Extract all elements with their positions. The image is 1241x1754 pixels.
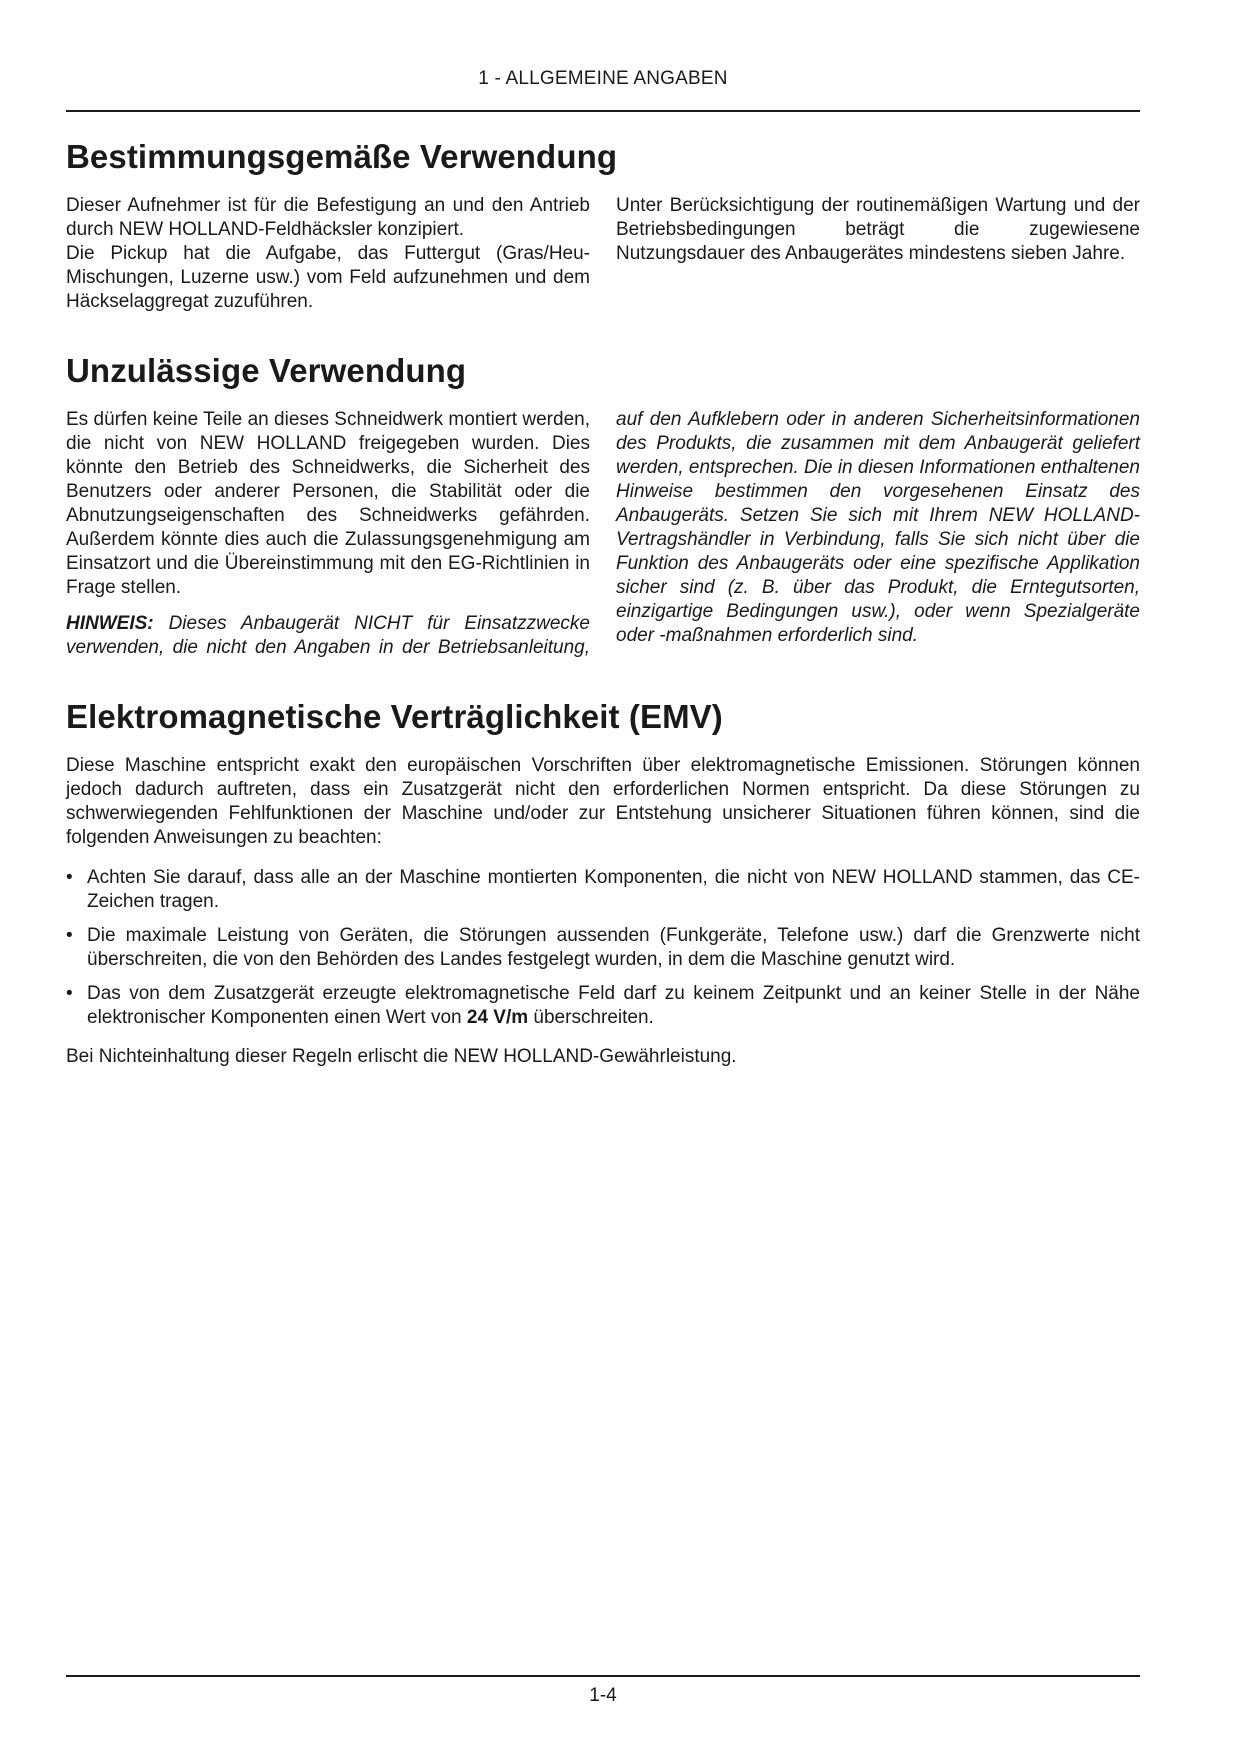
- list-item-text: Achten Sie darauf, dass alle an der Maschine montierten Komponenten, die nicht von NEW HOLLAND stammen, das CE-Zeichen tragen.: [87, 867, 1140, 912]
- list-item-text: überschreiten.: [528, 1007, 654, 1028]
- list-item-text: Die maximale Leistung von Geräten, die Störungen aussenden (Funkgeräte, Telefone usw.) darf die Grenzwerte nicht überschreiten, die von den Behörden des Landes festgelegt wurden, in dem die Maschine genutzt wird.: [87, 925, 1140, 970]
- list-item: [66, 982, 1140, 1030]
- paragraph: Unter Berücksichtigung der routinemäßigen Wartung und der Betriebsbedingungen beträgt die zugewiesene Nutzungsdauer des Anbaugerätes mindestens sieben Jahre.: [616, 195, 1140, 264]
- list-item: [66, 924, 1140, 972]
- two-column-flow: [66, 408, 1140, 660]
- paragraph: Dieser Aufnehmer ist für die Befestigung an und den Antrieb durch NEW HOLLAND-Feldhäcksler konzipiert.: [66, 195, 590, 240]
- section-heading-improper-use: Unzulässige Verwendung: [66, 352, 467, 389]
- section-heading-emc: Elektromagnetische Verträglichkeit (EMV): [66, 698, 723, 735]
- note-label: HINWEIS:: [66, 613, 154, 634]
- section-intended-use: [66, 138, 1140, 314]
- page-content: [66, 138, 1140, 1099]
- right-column: [616, 194, 1140, 314]
- list-item: [66, 866, 1140, 914]
- header-rule: [66, 110, 1140, 112]
- footer-rule: [66, 1675, 1140, 1677]
- list-item-text: Das von dem Zusatzgerät erzeugte elektromagnetische Feld darf zu keinem Zeitpunkt und an keiner Stelle in der Nähe elektronischer Komponenten einen Wert von: [87, 983, 1140, 1028]
- paragraph: Es dürfen keine Teile an dieses Schneidwerk montiert werden, die nicht von NEW HOLLAND freigegeben wurden. Dies könnte den Betrieb des Schneidwerks, die Sicherheit des Benutzers oder anderer Personen, die Stabilität oder die Abnutzungseigenschaften des Schneidwerks gefährden. Außerdem könnte dies auch die Zulassungsgenehmigung am Einsatzort und die Übereinstimmung mit den EG-Richtlinien in Frage stellen.: [66, 409, 590, 598]
- section-improper-use: [66, 352, 1140, 660]
- bullet-icon: •: [66, 983, 73, 1004]
- paragraph: Diese Maschine entspricht exakt den europäischen Vorschriften über elektromagnetische Emissionen. Störungen können jedoch dadurch auftreten, dass ein Zusatzgerät nicht den erforderlichen Normen entspricht. Da diese Störungen zu schwerwiegenden Fehlfunktionen der Maschine und/oder zur Entstehung unsicherer Situationen führen können, sind die folgenden Anweisungen zu beachten:: [66, 755, 1140, 848]
- page-number: 1-4: [589, 1685, 617, 1706]
- paragraph: Bei Nichteinhaltung dieser Regeln erlischt die NEW HOLLAND-Gewährleistung.: [66, 1046, 737, 1067]
- bullet-icon: •: [66, 925, 73, 946]
- paragraph: Die Pickup hat die Aufgabe, das Futtergut (Gras/Heu-Mischungen, Luzerne usw.) vom Feld aufzunehmen und dem Häckselaggregat zuzuführen.: [66, 243, 590, 312]
- field-limit-value: 24 V/m: [466, 1007, 529, 1028]
- note-text: Dieses Anbaugerät NICHT für Einsatzzwecke verwenden, die nicht den Angaben in der Betriebsanleitung, auf den Aufklebern oder in anderen Sicherheitsinformationen des Produkts, die zusammen mit dem Anbaugerät geliefert werden, entsprechen. Die in diesen Informationen enthaltenen Hinweise bestimmen den vorgesehenen Einsatz des Anbaugeräts. Setzen Sie sich mit Ihrem NEW HOLLAND-Vertragshändler in Verbindung, falls Sie sich nicht über die Funktion des Anbaugeräts oder eine spezifische Applikation sicher sind (z. B. über das Produkt, die Erntegutsorten, einzigartige Bedingungen usw.), oder wenn Spezialgeräte oder -maßnahmen erforderlich sind.: [66, 409, 1140, 658]
- two-column-block: [66, 194, 1140, 314]
- bullet-list: [66, 866, 1140, 1030]
- section-emc: [66, 698, 1140, 1069]
- section-heading-intended-use: Bestimmungsgemäße Verwendung: [66, 138, 618, 175]
- left-column: [66, 194, 590, 314]
- bullet-icon: •: [66, 867, 73, 888]
- running-header: 1 - ALLGEMEINE ANGABEN: [478, 68, 728, 89]
